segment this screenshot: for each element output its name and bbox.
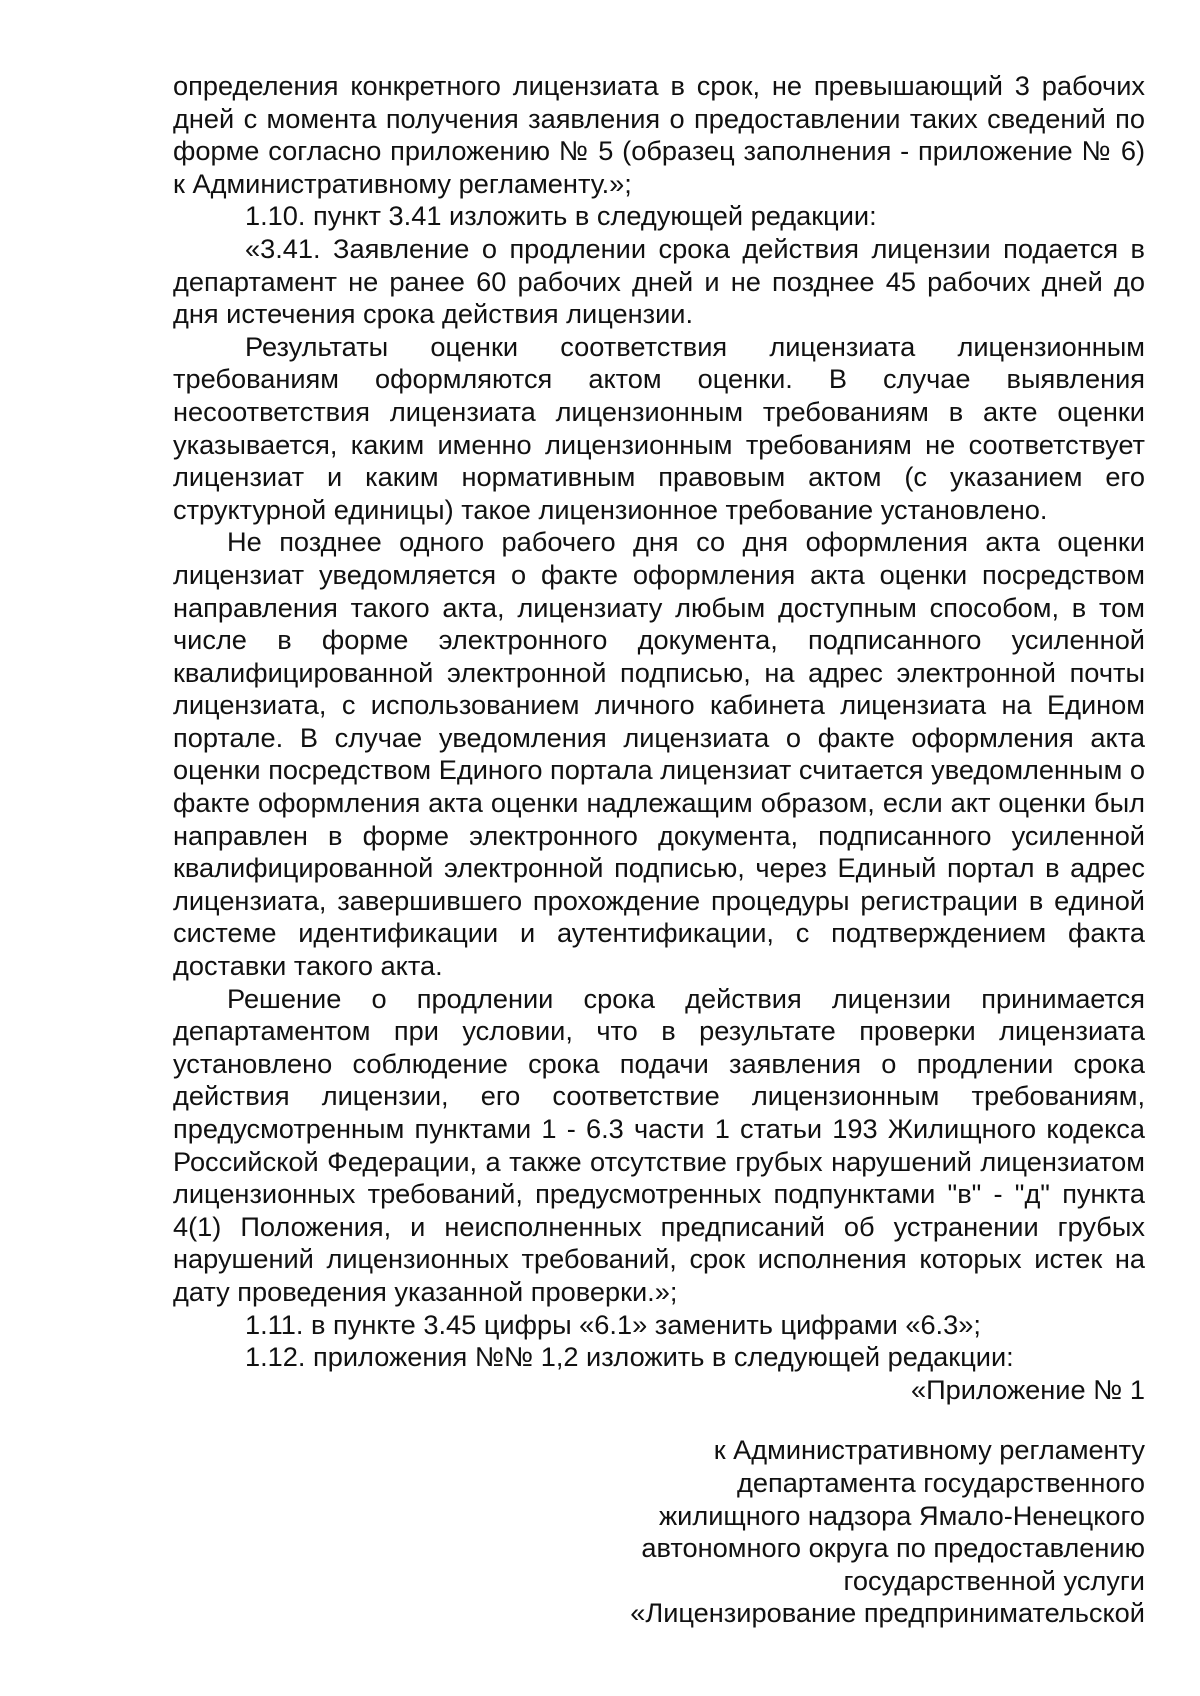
document-body [173,70,1145,1630]
appendix-heading-block [173,1434,1145,1630]
appendix-line: автономного округа по предоставлению [641,1532,1145,1564]
appendix-line: «Лицензирование предпринимательской [630,1597,1145,1629]
item-1-11: 1.11. в пункте 3.45 цифры «6.1» заменить цифрами «6.3»; [245,1308,981,1340]
appendix-line: департамента государственного [737,1466,1145,1498]
paragraph-notification: Не позднее одного рабочего дня со дня оформления акта оценки лицензиат уведомляется о факте оформления акта оценки посредством направления такого акта, лицензиату любым доступным способом, в том числе в форме электронного документа, подписанного усиленной квалифицированной электронной подписью, на адрес электронной почты лицензиата, с использованием личного кабинета лицензиата на Едином портале. В случае уведомления лицензиата о факте оформления акта оценки посредством Единого портала лицензиат считается уведомленным о факте оформления акта оценки надлежащим образом, если акт оценки был направлен в форме электронного документа, подписанного усиленной квалифицированной электронной подписью, через Единый портал в адрес лицензиата, завершившего прохождение процедуры регистрации в единой системе идентификации и аутентификации, с подтверждением факта доставки такого акта. [173,526,1145,982]
appendix-line: жилищного надзора Ямало-Ненецкого [658,1499,1145,1531]
paragraph-extension-decision: Решение о продлении срока действия лицензии принимается департаментом при условии, что в результате проверки лицензиата установлено соблюдение срока подачи заявления о продлении срока действия лицензии, его соответствие лицензионным требованиям, предусмотренным пунктами 1 - 6.3 части 1 статьи 193 Жилищного кодекса Российской Федерации, а также отсутствие грубых нарушений лицензиатом лицензионных требований, предусмотренных подпунктами "в" - "д" пункта 4(1) Положения, и неисполненных предписаний об устранении грубых нарушений лицензионных требований, срок исполнения которых истек на дату проведения указанной проверки.»; [173,982,1145,1307]
continuation-paragraph: определения конкретного лицензиата в срок, не превышающий 3 рабочих дней с момента получения заявления о предоставлении таких сведений по форме согласно приложению № 5 (образец заполнения - приложение № 6) к Административному регламенту.»; [173,70,1145,199]
appendix-line: государственной услуги [843,1564,1145,1596]
appendix-title: «Приложение № 1 [911,1373,1145,1405]
item-1-12: 1.12. приложения №№ 1,2 изложить в следующей редакции: [245,1341,1014,1373]
appendix-line: к Административному регламенту [713,1434,1145,1466]
paragraph-3-41: «3.41. Заявление о продлении срока действия лицензии подается в департамент не ранее 60 рабочих дней и не позднее 45 рабочих дней до дня истечения срока действия лицензии. [173,232,1145,330]
item-1-10: 1.10. пункт 3.41 изложить в следующей редакции: [245,200,877,232]
paragraph-assessment-results: Результаты оценки соответствия лицензиата лицензионным требованиям оформляются актом оценки. В случае выявления несоответствия лицензиата лицензионным требованиям в акте оценки указывается, каким именно лицензионным требованиям не соответствует лицензиат и каким нормативным правовым актом (с указанием его структурной единицы) такое лицензионное требование установлено. [173,330,1145,525]
